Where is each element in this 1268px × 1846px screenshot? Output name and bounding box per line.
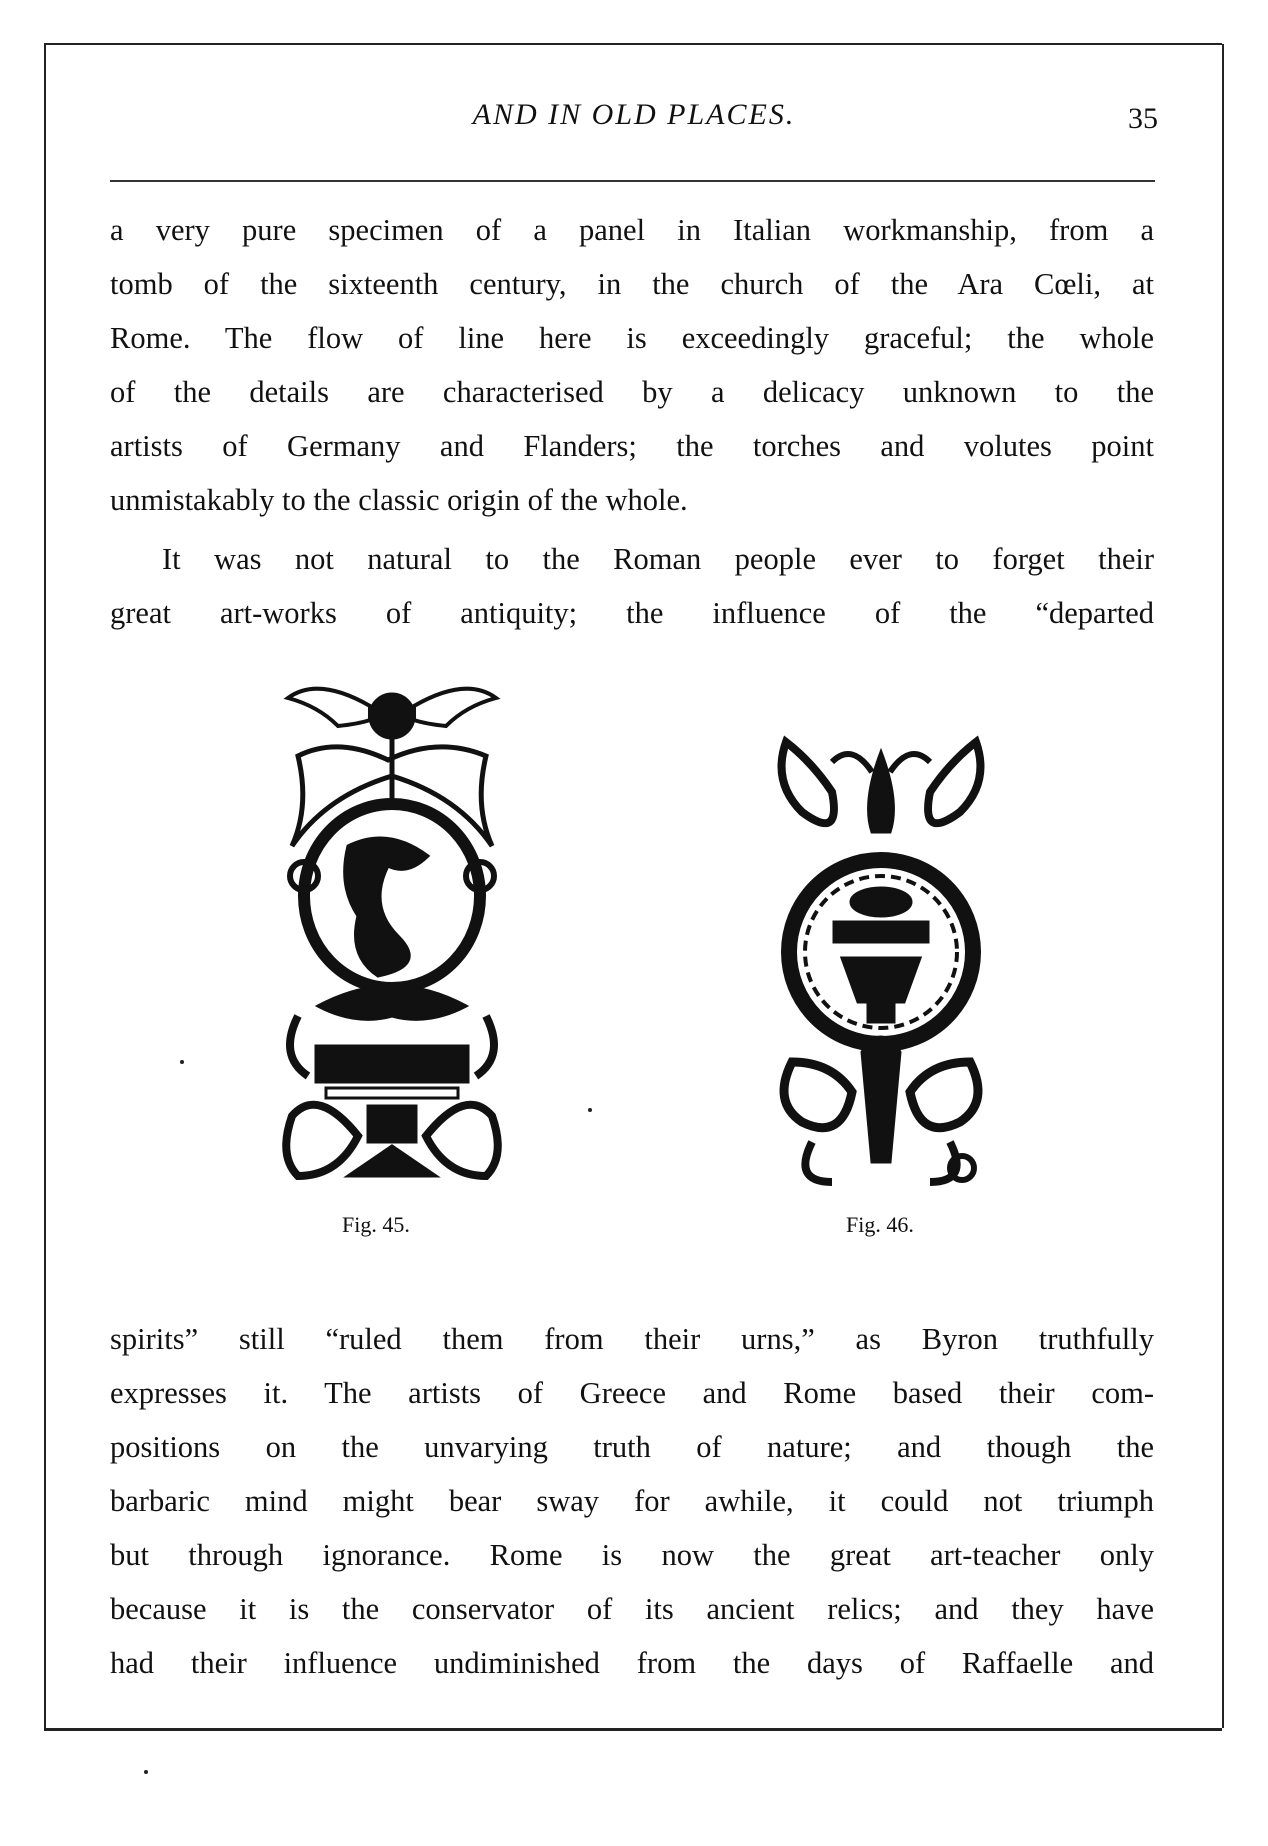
figure-caption: Fig. 45. xyxy=(342,1212,410,1237)
text-line: a very pure specimen of a panel in Italian workmanship, from a xyxy=(110,213,1154,247)
text-line: positions on the unvarying truth of nature; and though the xyxy=(110,1430,1154,1464)
text-line: tomb of the sixteenth century, in the church of the Ara Cœli, at xyxy=(110,267,1154,301)
text-line: had their influence undiminished from the days of Raffaelle and xyxy=(110,1646,1154,1680)
text-line: but through ignorance. Rome is now the great art-teacher only xyxy=(110,1538,1154,1572)
header-rule xyxy=(110,180,1155,182)
text-line: because it is the conservator of its ancient relics; and they have xyxy=(110,1592,1154,1626)
ornamental-panel-cherub-figure xyxy=(278,676,506,1196)
text-line: barbaric mind might bear sway for awhile, it could not triumph xyxy=(110,1484,1154,1518)
text-line: artists of Germany and Flanders; the torches and volutes point xyxy=(110,429,1154,463)
paragraph-1 xyxy=(110,203,1154,527)
frame-bottom-rule xyxy=(44,1728,1222,1731)
text-line: unmistakably to the classic origin of the whole. xyxy=(110,483,688,517)
figure-caption: Fig. 46. xyxy=(846,1212,914,1237)
print-speck xyxy=(588,1108,592,1112)
running-title: AND IN OLD PLACES. xyxy=(472,98,796,131)
print-speck xyxy=(180,1060,184,1064)
text-line: Rome. The flow of line here is exceedingly graceful; the whole xyxy=(110,321,1154,355)
print-speck xyxy=(144,1770,148,1774)
text-line: great art-works of antiquity; the influence of the “departed xyxy=(110,596,1154,630)
paragraph-2 xyxy=(110,532,1154,640)
text-line: It was not natural to the Roman people ever to forget their xyxy=(162,542,1154,576)
text-line: expresses it. The artists of Greece and Rome based their com- xyxy=(110,1376,1154,1410)
text-line: of the details are characterised by a delicacy unknown to the xyxy=(110,375,1154,409)
paragraph-3 xyxy=(110,1312,1154,1690)
ornamental-panel-wreath-figure xyxy=(772,722,990,1192)
page-number: 35 xyxy=(1128,102,1158,135)
text-line: spirits” still “ruled them from their urns,” as Byron truthfully xyxy=(110,1322,1154,1356)
frame-top-rule xyxy=(44,43,1222,45)
